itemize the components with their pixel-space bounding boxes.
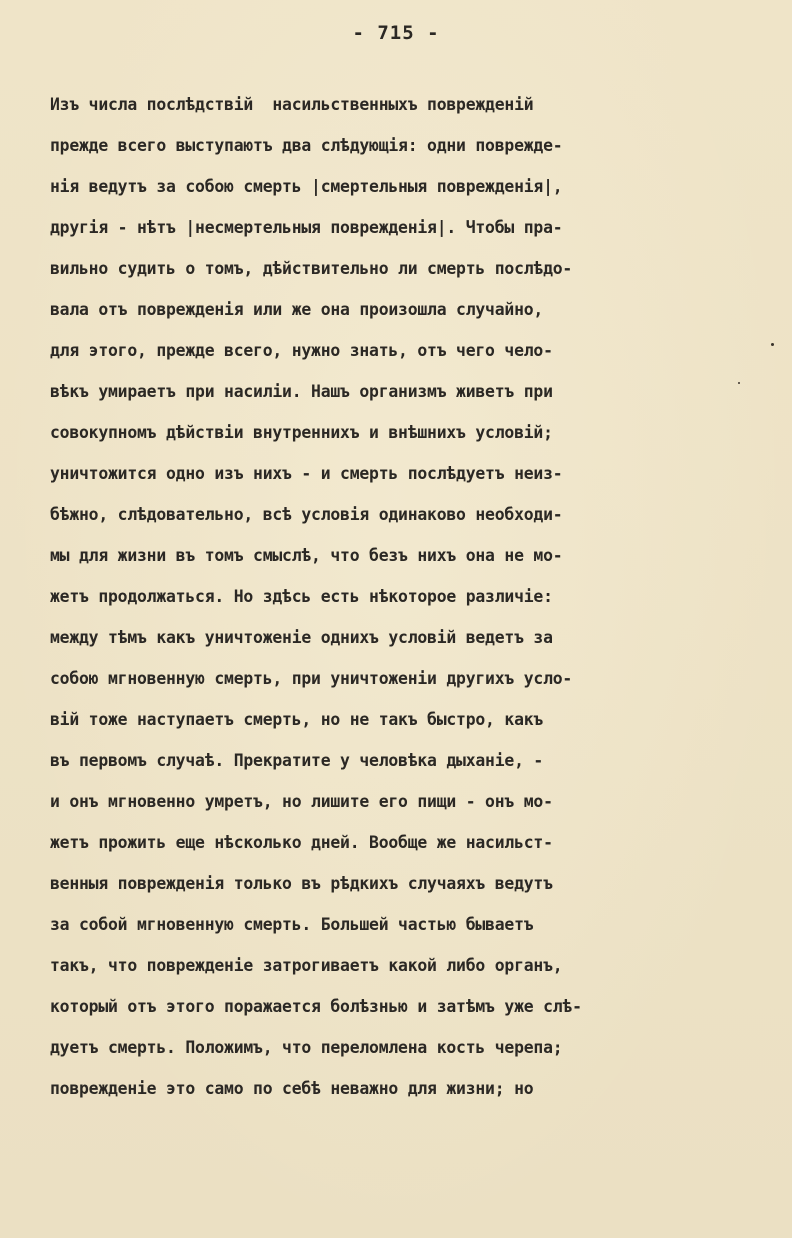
text-line: дуетъ смерть. Положимъ, что переломлена кость черепа;: [50, 1038, 563, 1057]
text-line: мы для жизни въ томъ смыслѣ, что безъ нихъ она не мо-: [50, 546, 563, 565]
text-line: поврежденіе это само по себѣ неважно для жизни; но: [50, 1079, 534, 1098]
text-line: совокупномъ дѣйствіи внутреннихъ и внѣшнихъ условій;: [50, 423, 553, 442]
text-line: уничтожится одно изъ нихъ - и смерть послѣдуетъ неиз-: [50, 464, 563, 483]
ink-speck: [771, 343, 774, 346]
text-line: другія - нѣтъ |несмертельныя поврежденія|. Чтобы пра-: [50, 218, 563, 237]
text-line: вѣкъ умираетъ при насиліи. Нашъ организмъ живетъ при: [50, 382, 553, 401]
ink-speck: [738, 382, 740, 384]
text-line: венныя поврежденія только въ рѣдкихъ случаяхъ ведутъ: [50, 874, 553, 893]
text-line: вильно судить о томъ, дѣйствительно ли смерть послѣдо-: [50, 259, 573, 278]
page-number: - 715 -: [352, 22, 440, 44]
text-line: собою мгновенную смерть, при уничтоженіи другихъ усло-: [50, 669, 573, 688]
body-text: [50, 84, 750, 1109]
text-line: вала отъ поврежденія или же она произошла случайно,: [50, 300, 544, 319]
text-line: жетъ прожить еще нѣсколько дней. Вообще же насильст-: [50, 833, 553, 852]
text-line: и онъ мгновенно умретъ, но лишите его пищи - онъ мо-: [50, 792, 553, 811]
text-line: который отъ этого поражается болѣзнью и затѣмъ уже слѣ-: [50, 997, 582, 1016]
text-line: жетъ продолжаться. Но здѣсь есть нѣкоторое различіе:: [50, 587, 553, 606]
text-line: нія ведутъ за собою смерть |смертельныя поврежденія|,: [50, 177, 563, 196]
text-line: за собой мгновенную смерть. Большей частью бываетъ: [50, 915, 534, 934]
text-line: вій тоже наступаетъ смерть, но не такъ быстро, какъ: [50, 710, 544, 729]
text-line: прежде всего выступаютъ два слѣдующія: одни поврежде-: [50, 136, 563, 155]
text-line: Изъ числа послѣдствій насильственныхъ поврежденій: [50, 95, 534, 114]
text-line: такъ, что поврежденіе затрогиваетъ какой либо органъ,: [50, 956, 563, 975]
text-line: для этого, прежде всего, нужно знать, отъ чего чело-: [50, 341, 553, 360]
text-line: между тѣмъ какъ уничтоженіе однихъ условій ведетъ за: [50, 628, 553, 647]
text-line: бѣжно, слѣдовательно, всѣ условія одинаково необходи-: [50, 505, 563, 524]
text-line: въ первомъ случаѣ. Прекратите у человѣка дыханіе, -: [50, 751, 544, 770]
